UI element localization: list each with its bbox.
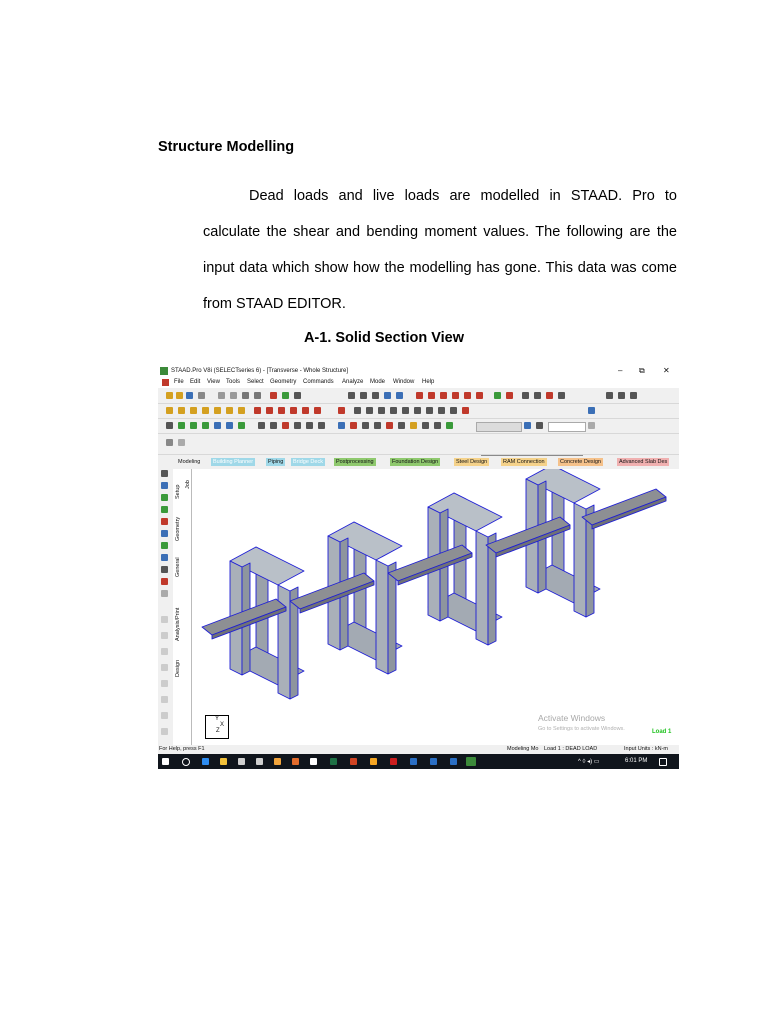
snap-grid-icon[interactable] — [258, 422, 265, 429]
rotate-down-icon[interactable] — [266, 407, 273, 414]
solids-cursor-icon[interactable] — [214, 422, 221, 429]
query-icon[interactable] — [588, 407, 595, 414]
disabled-tool-icon-5 — [161, 680, 168, 687]
node-tool-icon[interactable] — [161, 482, 168, 489]
tab-steel-design[interactable]: Steel Design — [456, 459, 488, 465]
help-icon[interactable] — [536, 422, 543, 429]
solid-tool-icon[interactable] — [161, 518, 168, 525]
toolbar-row-4 — [158, 434, 679, 455]
zoom-out-icon[interactable] — [366, 407, 373, 414]
options-icon[interactable] — [178, 439, 185, 446]
menu-bar — [158, 378, 679, 388]
spin-left-icon[interactable] — [302, 407, 309, 414]
node-icon[interactable] — [440, 392, 447, 399]
cut-icon[interactable] — [218, 392, 225, 399]
add-solid-icon[interactable] — [294, 422, 301, 429]
left-toolbar — [158, 456, 172, 746]
side-tab-setup[interactable]: Setup — [175, 484, 181, 499]
page-control-icon[interactable] — [161, 470, 168, 477]
frame-3-right-leg — [476, 531, 488, 645]
table-icon[interactable] — [396, 392, 403, 399]
image-icon[interactable] — [558, 392, 565, 399]
label-icon[interactable] — [524, 422, 531, 429]
axis-triad — [205, 715, 229, 739]
spec-tool-icon[interactable] — [161, 566, 168, 573]
merge-icon[interactable] — [422, 422, 429, 429]
axis-x-label: X — [220, 722, 225, 728]
print-icon[interactable] — [198, 392, 205, 399]
word-icon[interactable] — [430, 758, 437, 765]
zoom-in-icon[interactable] — [354, 407, 361, 414]
rotate-left-icon[interactable] — [278, 407, 285, 414]
display-window-icon[interactable] — [338, 407, 345, 414]
file-explorer-icon[interactable] — [220, 758, 227, 765]
activate-windows-subtitle: Go to Settings to activate Windows. — [538, 726, 625, 732]
load-display-icon[interactable] — [462, 407, 469, 414]
view-right-icon[interactable] — [202, 407, 209, 414]
geometry-cursor-icon[interactable] — [238, 422, 245, 429]
menu-mode[interactable]: Mode — [370, 379, 386, 385]
nodes-cursor-icon[interactable] — [178, 422, 185, 429]
side-tab-strip — [173, 469, 192, 745]
tab-ram-connection[interactable]: RAM Connection — [503, 459, 545, 465]
search-icon[interactable] — [450, 407, 457, 414]
menu-select[interactable]: Select — [247, 379, 264, 385]
tab-building-planner[interactable]: Building Planner — [213, 459, 254, 465]
rotate-right-icon[interactable] — [290, 407, 297, 414]
tab-modeling[interactable]: Modeling — [178, 459, 201, 465]
menu-edit[interactable]: Edit — [190, 379, 201, 385]
staad-screenshot — [158, 365, 679, 769]
beam-tool-icon[interactable] — [161, 494, 168, 501]
app-icon-2[interactable] — [292, 758, 299, 765]
side-tab-geometry[interactable]: Geometry — [175, 516, 181, 541]
minimize-icon[interactable]: – — [618, 366, 623, 375]
shape-tool-icon[interactable] — [618, 392, 625, 399]
status-load: Load 1 : DEAD LOAD — [544, 746, 598, 752]
dimension-icon[interactable] — [416, 392, 423, 399]
cursor-select-icon[interactable] — [166, 422, 173, 429]
menu-geometry[interactable]: Geometry — [270, 379, 297, 385]
render-icon[interactable] — [360, 392, 367, 399]
status-mode: Modeling Mo — [507, 746, 539, 752]
calculator-icon[interactable] — [256, 758, 263, 765]
excel-icon[interactable] — [330, 758, 337, 765]
menu-file[interactable]: File — [174, 379, 184, 385]
undo-icon[interactable] — [242, 392, 249, 399]
zoom-all-icon[interactable] — [426, 407, 433, 414]
renumber-icon[interactable] — [434, 422, 441, 429]
disabled-tool-icon-3 — [161, 648, 168, 655]
status-units: Input Units : kN-m — [624, 746, 669, 752]
window-titlebar — [158, 365, 679, 378]
translational-repeat-icon[interactable] — [338, 422, 345, 429]
view-front-icon[interactable] — [166, 407, 173, 414]
magnify-icon[interactable] — [438, 407, 445, 414]
restore-icon[interactable]: ⧉ — [639, 366, 645, 375]
menu-analyze[interactable]: Analyze — [342, 379, 364, 385]
staad-app-icon — [160, 367, 168, 375]
tab-concrete-design[interactable]: Concrete Design — [560, 459, 601, 465]
paragraph-line-2: calculate the shear and bending moment values. The following are the — [203, 224, 677, 240]
tab-postprocessing[interactable]: Postprocessing — [336, 459, 374, 465]
line-icon[interactable] — [318, 422, 325, 429]
run-analysis-icon[interactable] — [270, 392, 277, 399]
store-icon[interactable] — [238, 758, 245, 765]
app-icon-5[interactable] — [410, 758, 417, 765]
rotate-icon[interactable] — [374, 422, 381, 429]
disabled-tool-icon-4 — [161, 664, 168, 671]
property-tool-icon[interactable] — [161, 530, 168, 537]
load-label: Load 1 — [652, 729, 672, 735]
menu-window[interactable]: Window — [393, 379, 415, 385]
add-beam-icon[interactable] — [270, 422, 277, 429]
window-title: STAAD.Pro V8i (SELECTseries 6) - [Transverse - Whole Structure] — [171, 368, 349, 374]
analysis-tool-icon[interactable] — [161, 590, 168, 597]
save-icon[interactable] — [186, 392, 193, 399]
copy-icon[interactable] — [230, 392, 237, 399]
menu-view[interactable]: View — [207, 379, 220, 385]
activate-windows-title: Activate Windows — [538, 713, 606, 723]
grid-icon[interactable] — [306, 422, 313, 429]
redo-icon[interactable] — [254, 392, 261, 399]
edge-icon[interactable] — [202, 758, 209, 765]
report-icon[interactable] — [384, 392, 391, 399]
beams-cursor-icon[interactable] — [190, 422, 197, 429]
open-icon[interactable] — [176, 392, 183, 399]
model-canvas[interactable] — [192, 469, 679, 745]
beam-icon[interactable] — [452, 392, 459, 399]
pdf-icon[interactable] — [390, 758, 397, 765]
pan-icon[interactable] — [402, 407, 409, 414]
load-tool-icon[interactable] — [161, 554, 168, 561]
tab-advanced-slab-design[interactable]: Advanced Slab Des — [619, 459, 668, 465]
zoom-window-icon[interactable] — [378, 407, 385, 414]
tab-foundation-design[interactable]: Foundation Design — [392, 459, 439, 465]
arrow-tool-icon[interactable] — [606, 392, 613, 399]
staad-taskbar-icon[interactable] — [466, 757, 476, 766]
tab-piping[interactable]: Piping — [268, 459, 284, 465]
structure-3d-view — [192, 469, 679, 745]
windows-start-icon[interactable] — [162, 758, 169, 765]
print-preview-icon[interactable] — [534, 392, 541, 399]
app-icon-1[interactable] — [274, 758, 281, 765]
toolbar-row-1 — [158, 389, 679, 404]
disabled-tool-icon-8 — [161, 728, 168, 735]
tab-bridge-deck[interactable]: Bridge Deck — [293, 459, 323, 465]
side-tab-general[interactable]: General — [175, 557, 181, 577]
doc-icon — [162, 379, 169, 386]
paragraph-line-3: input data which show how the modelling has gone. This data was come — [203, 260, 677, 276]
spin-icon[interactable] — [588, 422, 595, 429]
system-tray-icons[interactable]: ^ ◊ ◂) ▭ — [578, 759, 600, 765]
zoom-dynamic-icon[interactable] — [390, 407, 397, 414]
view-left-icon[interactable] — [190, 407, 197, 414]
plate-tool-icon[interactable] — [161, 506, 168, 513]
mode-tab-bar — [158, 456, 679, 467]
inactive-select — [476, 422, 522, 432]
support-tool-icon[interactable] — [161, 542, 168, 549]
insert-node-icon[interactable] — [398, 422, 405, 429]
support-icon[interactable] — [494, 392, 501, 399]
new-icon[interactable] — [166, 392, 173, 399]
status-help: For Help, press F1 — [159, 746, 205, 752]
check-icon[interactable] — [282, 392, 289, 399]
powerpoint-icon[interactable] — [350, 758, 357, 765]
export-icon[interactable] — [522, 392, 529, 399]
material-tool-icon[interactable] — [161, 578, 168, 585]
side-tab-job[interactable]: Job — [185, 480, 191, 489]
side-tab-design[interactable]: Design — [175, 659, 181, 677]
menu-tools[interactable]: Tools — [226, 379, 241, 385]
move-icon[interactable] — [386, 422, 393, 429]
paragraph-line-1: Dead loads and live loads are modelled in STAAD. Pro to — [249, 188, 677, 204]
windows-taskbar — [158, 754, 679, 769]
close-icon[interactable]: ✕ — [663, 366, 670, 375]
app-icon-3[interactable] — [310, 758, 317, 765]
connect-icon[interactable] — [446, 422, 453, 429]
app-icon-6[interactable] — [450, 758, 457, 765]
view-iso-icon[interactable] — [238, 407, 245, 414]
search-circle-icon[interactable] — [182, 758, 190, 766]
view-back-icon[interactable] — [178, 407, 185, 414]
structure-icon[interactable] — [166, 439, 173, 446]
solid-icon[interactable] — [476, 392, 483, 399]
axis-z-label: Z — [216, 728, 220, 734]
plate-icon[interactable] — [464, 392, 471, 399]
section-heading: Structure Modelling — [158, 139, 295, 155]
disabled-tool-icon-2 — [161, 632, 168, 639]
menu-help[interactable]: Help — [422, 379, 435, 385]
mirror-icon[interactable] — [362, 422, 369, 429]
frame-4-right-leg — [574, 503, 586, 617]
view-bottom-icon[interactable] — [226, 407, 233, 414]
toolbar-row-2 — [158, 404, 679, 419]
notifications-icon[interactable] — [659, 758, 667, 766]
measure-icon[interactable] — [428, 392, 435, 399]
plates-cursor-icon[interactable] — [202, 422, 209, 429]
annotate-icon[interactable] — [546, 392, 553, 399]
toolbar-row-3 — [158, 419, 679, 434]
disabled-tool-icon-6 — [161, 696, 168, 703]
paragraph-line-4: from STAAD EDITOR. — [203, 296, 346, 312]
status-bar — [158, 745, 679, 754]
circular-repeat-icon[interactable] — [350, 422, 357, 429]
frame-2-right-leg — [376, 560, 388, 674]
app-icon-4[interactable] — [370, 758, 377, 765]
text-tool-icon[interactable] — [630, 392, 637, 399]
split-beam-icon[interactable] — [410, 422, 417, 429]
view-icon[interactable] — [348, 392, 355, 399]
slab-5-top — [582, 489, 666, 525]
taskbar-clock: 6:01 PM — [625, 758, 648, 764]
zoom-previous-icon[interactable] — [414, 407, 421, 414]
side-tab-analysis-print[interactable]: Analysis/Print — [175, 607, 181, 641]
view-top-icon[interactable] — [214, 407, 221, 414]
figure-caption: A-1. Solid Section View — [303, 330, 465, 346]
display-icon[interactable] — [372, 392, 379, 399]
disabled-tool-icon-1 — [161, 616, 168, 623]
menu-commands[interactable]: Commands — [303, 379, 334, 385]
spin-right-icon[interactable] — [314, 407, 321, 414]
surfaces-cursor-icon[interactable] — [226, 422, 233, 429]
add-plate-icon[interactable] — [282, 422, 289, 429]
cursor-icon[interactable] — [294, 392, 301, 399]
value-field[interactable] — [548, 422, 586, 432]
rotate-up-icon[interactable] — [254, 407, 261, 414]
disabled-tool-icon-7 — [161, 712, 168, 719]
axis-y-label: Y — [215, 716, 220, 722]
load-icon[interactable] — [506, 392, 513, 399]
